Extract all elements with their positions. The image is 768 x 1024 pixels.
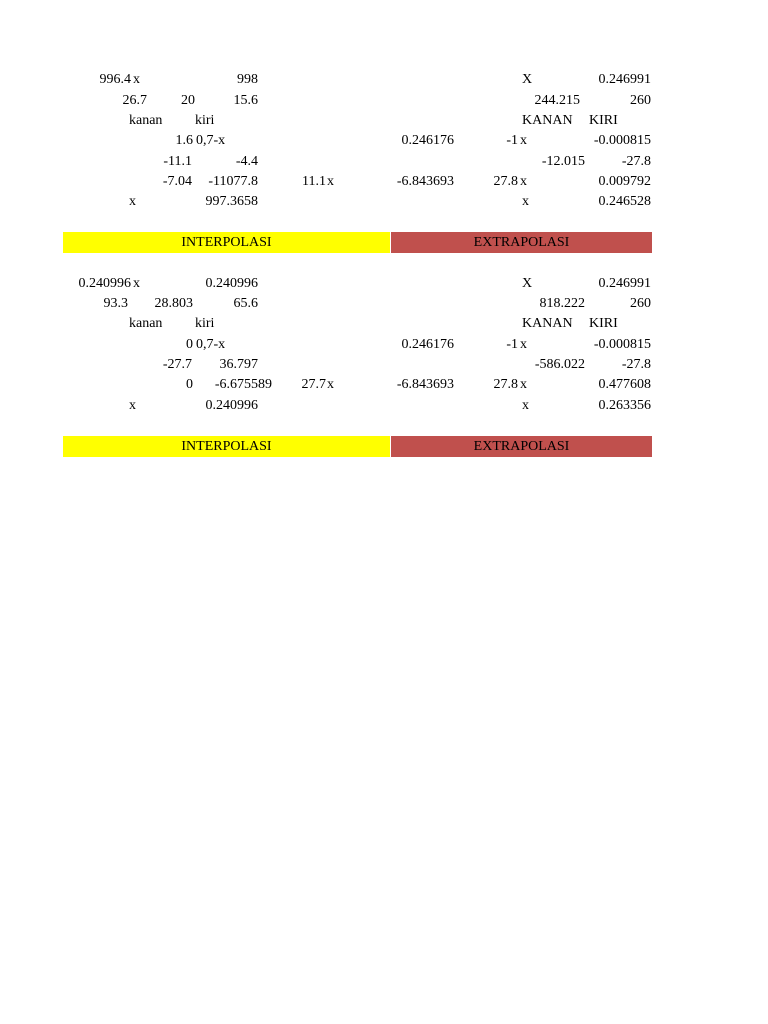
cell: x: [520, 377, 527, 392]
cell: 65.6: [233, 296, 258, 311]
cell: -0.000815: [593, 337, 651, 352]
cell: kanan: [129, 113, 163, 128]
cell: -11077.8: [208, 174, 258, 189]
cell: -12.015: [541, 154, 585, 169]
cell: 27.7: [301, 377, 326, 392]
cell: 36.797: [219, 357, 258, 372]
cell: KIRI: [589, 316, 618, 331]
cell: -1: [506, 337, 518, 352]
cell: 998: [237, 72, 258, 87]
cell: -6.843693: [396, 377, 454, 392]
cell: x: [133, 276, 140, 291]
cell: KANAN: [522, 316, 573, 331]
cell: x: [520, 174, 527, 189]
cell: -586.022: [534, 357, 585, 372]
cell: 260: [630, 296, 651, 311]
cell: -27.8: [621, 154, 651, 169]
cell: -6.843693: [396, 174, 454, 189]
cell: 996.4: [99, 72, 131, 87]
cell: KANAN: [522, 113, 573, 128]
cell: 0.246528: [598, 194, 651, 209]
cell: x: [522, 398, 529, 413]
cell: x: [522, 194, 529, 209]
cell: 0.009792: [598, 174, 651, 189]
cell: 0.246991: [598, 72, 651, 87]
cell: -1: [506, 133, 518, 148]
cell: X: [522, 276, 533, 291]
cell: 20: [181, 93, 195, 108]
cell: 0.240996: [78, 276, 131, 291]
cell: 27.8: [493, 174, 518, 189]
cell: -11.1: [163, 154, 192, 169]
cell: 15.6: [233, 93, 258, 108]
cell: x: [520, 337, 527, 352]
cell: 818.222: [539, 296, 585, 311]
cell: 0.240996: [205, 398, 258, 413]
cell: -7.04: [162, 174, 192, 189]
cell: kiri: [195, 316, 215, 331]
cell: 0.477608: [598, 377, 651, 392]
cell: kiri: [195, 113, 215, 128]
cell: 27.8: [493, 377, 518, 392]
cell: x: [129, 194, 136, 209]
cell: KIRI: [589, 113, 618, 128]
cell: 260: [630, 93, 651, 108]
cell: 0: [186, 337, 193, 352]
cell: 0.240996: [205, 276, 258, 291]
cell: 1.6: [175, 133, 193, 148]
cell: -6.675589: [214, 377, 272, 392]
cell: 93.3: [103, 296, 128, 311]
cell: X: [522, 72, 533, 87]
cell: 0: [186, 377, 193, 392]
cell: -0.000815: [593, 133, 651, 148]
cell: 11.1: [302, 174, 326, 189]
cell: x: [129, 398, 136, 413]
cell: x: [327, 174, 334, 189]
cell: 28.803: [154, 296, 193, 311]
cell: 0,7-x: [196, 337, 226, 352]
cell: 26.7: [122, 93, 147, 108]
cell: 0.263356: [598, 398, 651, 413]
cell: 0,7-x: [196, 133, 226, 148]
cell: x: [520, 133, 527, 148]
interpolasi-band: INTERPOLASI: [63, 232, 390, 253]
cell: 0.246991: [598, 276, 651, 291]
cell: x: [133, 72, 140, 87]
cell: 0.246176: [401, 337, 454, 352]
extrapolasi-band: EXTRAPOLASI: [391, 232, 652, 253]
cell: -27.7: [162, 357, 192, 372]
cell: 997.3658: [205, 194, 258, 209]
cell: x: [327, 377, 334, 392]
cell: kanan: [129, 316, 163, 331]
interpolasi-band: INTERPOLASI: [63, 436, 390, 457]
extrapolasi-band: EXTRAPOLASI: [391, 436, 652, 457]
cell: 244.215: [534, 93, 580, 108]
cell: -27.8: [621, 357, 651, 372]
cell: 0.246176: [401, 133, 454, 148]
cell: -4.4: [235, 154, 258, 169]
